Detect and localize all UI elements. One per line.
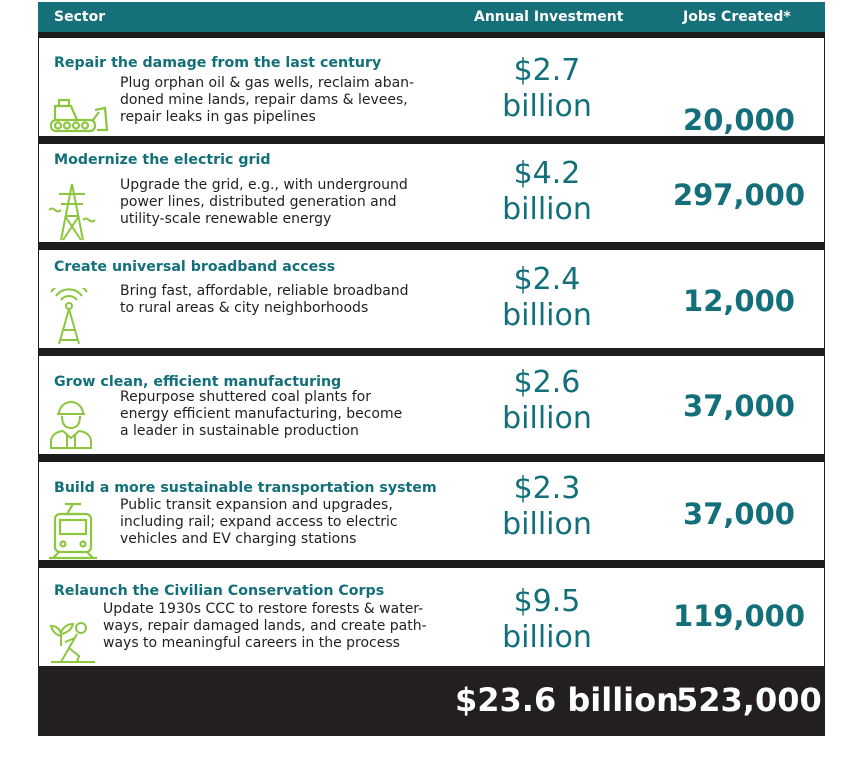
row-title: Grow clean, efficient manufacturing xyxy=(54,374,342,390)
planting-icon xyxy=(47,616,99,664)
investment-table xyxy=(38,2,825,736)
annual-investment: $9.5 billion xyxy=(502,584,592,655)
row-divider xyxy=(38,348,825,356)
antenna-icon xyxy=(47,288,91,346)
jobs-created: 12,000 xyxy=(683,284,795,318)
table-row-repair xyxy=(38,38,825,136)
total-investment: $23.6 billion xyxy=(455,681,679,719)
table-row-electric-grid xyxy=(38,144,825,242)
table-row-manufacturing xyxy=(38,356,825,454)
jobs-created: 37,000 xyxy=(683,497,795,531)
table-row-transportation xyxy=(38,462,825,560)
row-title: Build a more sustainable transportation system xyxy=(54,480,437,496)
table-header xyxy=(38,2,825,32)
row-title: Modernize the electric grid xyxy=(54,152,271,168)
annual-investment: $4.2 billion xyxy=(502,156,592,227)
row-divider xyxy=(38,560,825,568)
row-title: Relaunch the Civilian Conservation Corps xyxy=(54,583,385,599)
row-title: Create universal broadband access xyxy=(54,259,336,275)
annual-investment: $2.3 billion xyxy=(502,471,592,542)
jobs-created: 297,000 xyxy=(672,178,806,212)
worker-icon xyxy=(47,398,97,450)
table-row-ccc xyxy=(38,568,825,666)
row-divider xyxy=(38,136,825,144)
tram-icon xyxy=(47,502,99,560)
total-jobs: 523,000 xyxy=(676,681,822,719)
row-description: Plug orphan oil & gas wells, reclaim aban- doned mine lands, repair dams & levees, repair leaks in gas pipelines xyxy=(120,75,415,125)
row-description: Bring fast, affordable, reliable broadband to rural areas & city neighborhoods xyxy=(120,283,409,316)
annual-investment: $2.4 billion xyxy=(502,262,592,333)
row-divider xyxy=(38,454,825,462)
row-description: Public transit expansion and upgrades, including rail; expand access to electric vehicles and EV charging stations xyxy=(120,497,398,547)
row-description: Update 1930s CCC to restore forests & water- ways, repair damaged lands, and create path- ways to meaningful careers in the process xyxy=(103,601,427,651)
bulldozer-icon xyxy=(47,96,109,134)
header-jobs-created: Jobs Created* xyxy=(683,9,791,25)
annual-investment: $2.7 billion xyxy=(502,53,592,124)
row-description: Repurpose shuttered coal plants for energy efficient manufacturing, become a leader in sustainable production xyxy=(120,389,403,439)
jobs-created: 119,000 xyxy=(672,599,806,633)
row-description: Upgrade the grid, e.g., with underground power lines, distributed generation and utility-scale renewable energy xyxy=(120,177,408,227)
header-sector: Sector xyxy=(54,9,106,25)
power-tower-icon xyxy=(47,182,97,242)
table-row-broadband xyxy=(38,250,825,348)
header-annual-investment: Annual Investment xyxy=(474,9,624,25)
jobs-created: 37,000 xyxy=(683,389,795,423)
row-divider xyxy=(38,242,825,250)
annual-investment: $2.6 billion xyxy=(502,365,592,436)
row-title: Repair the damage from the last century xyxy=(54,55,382,71)
jobs-created: 20,000 xyxy=(683,103,795,137)
totals-row xyxy=(38,666,825,736)
